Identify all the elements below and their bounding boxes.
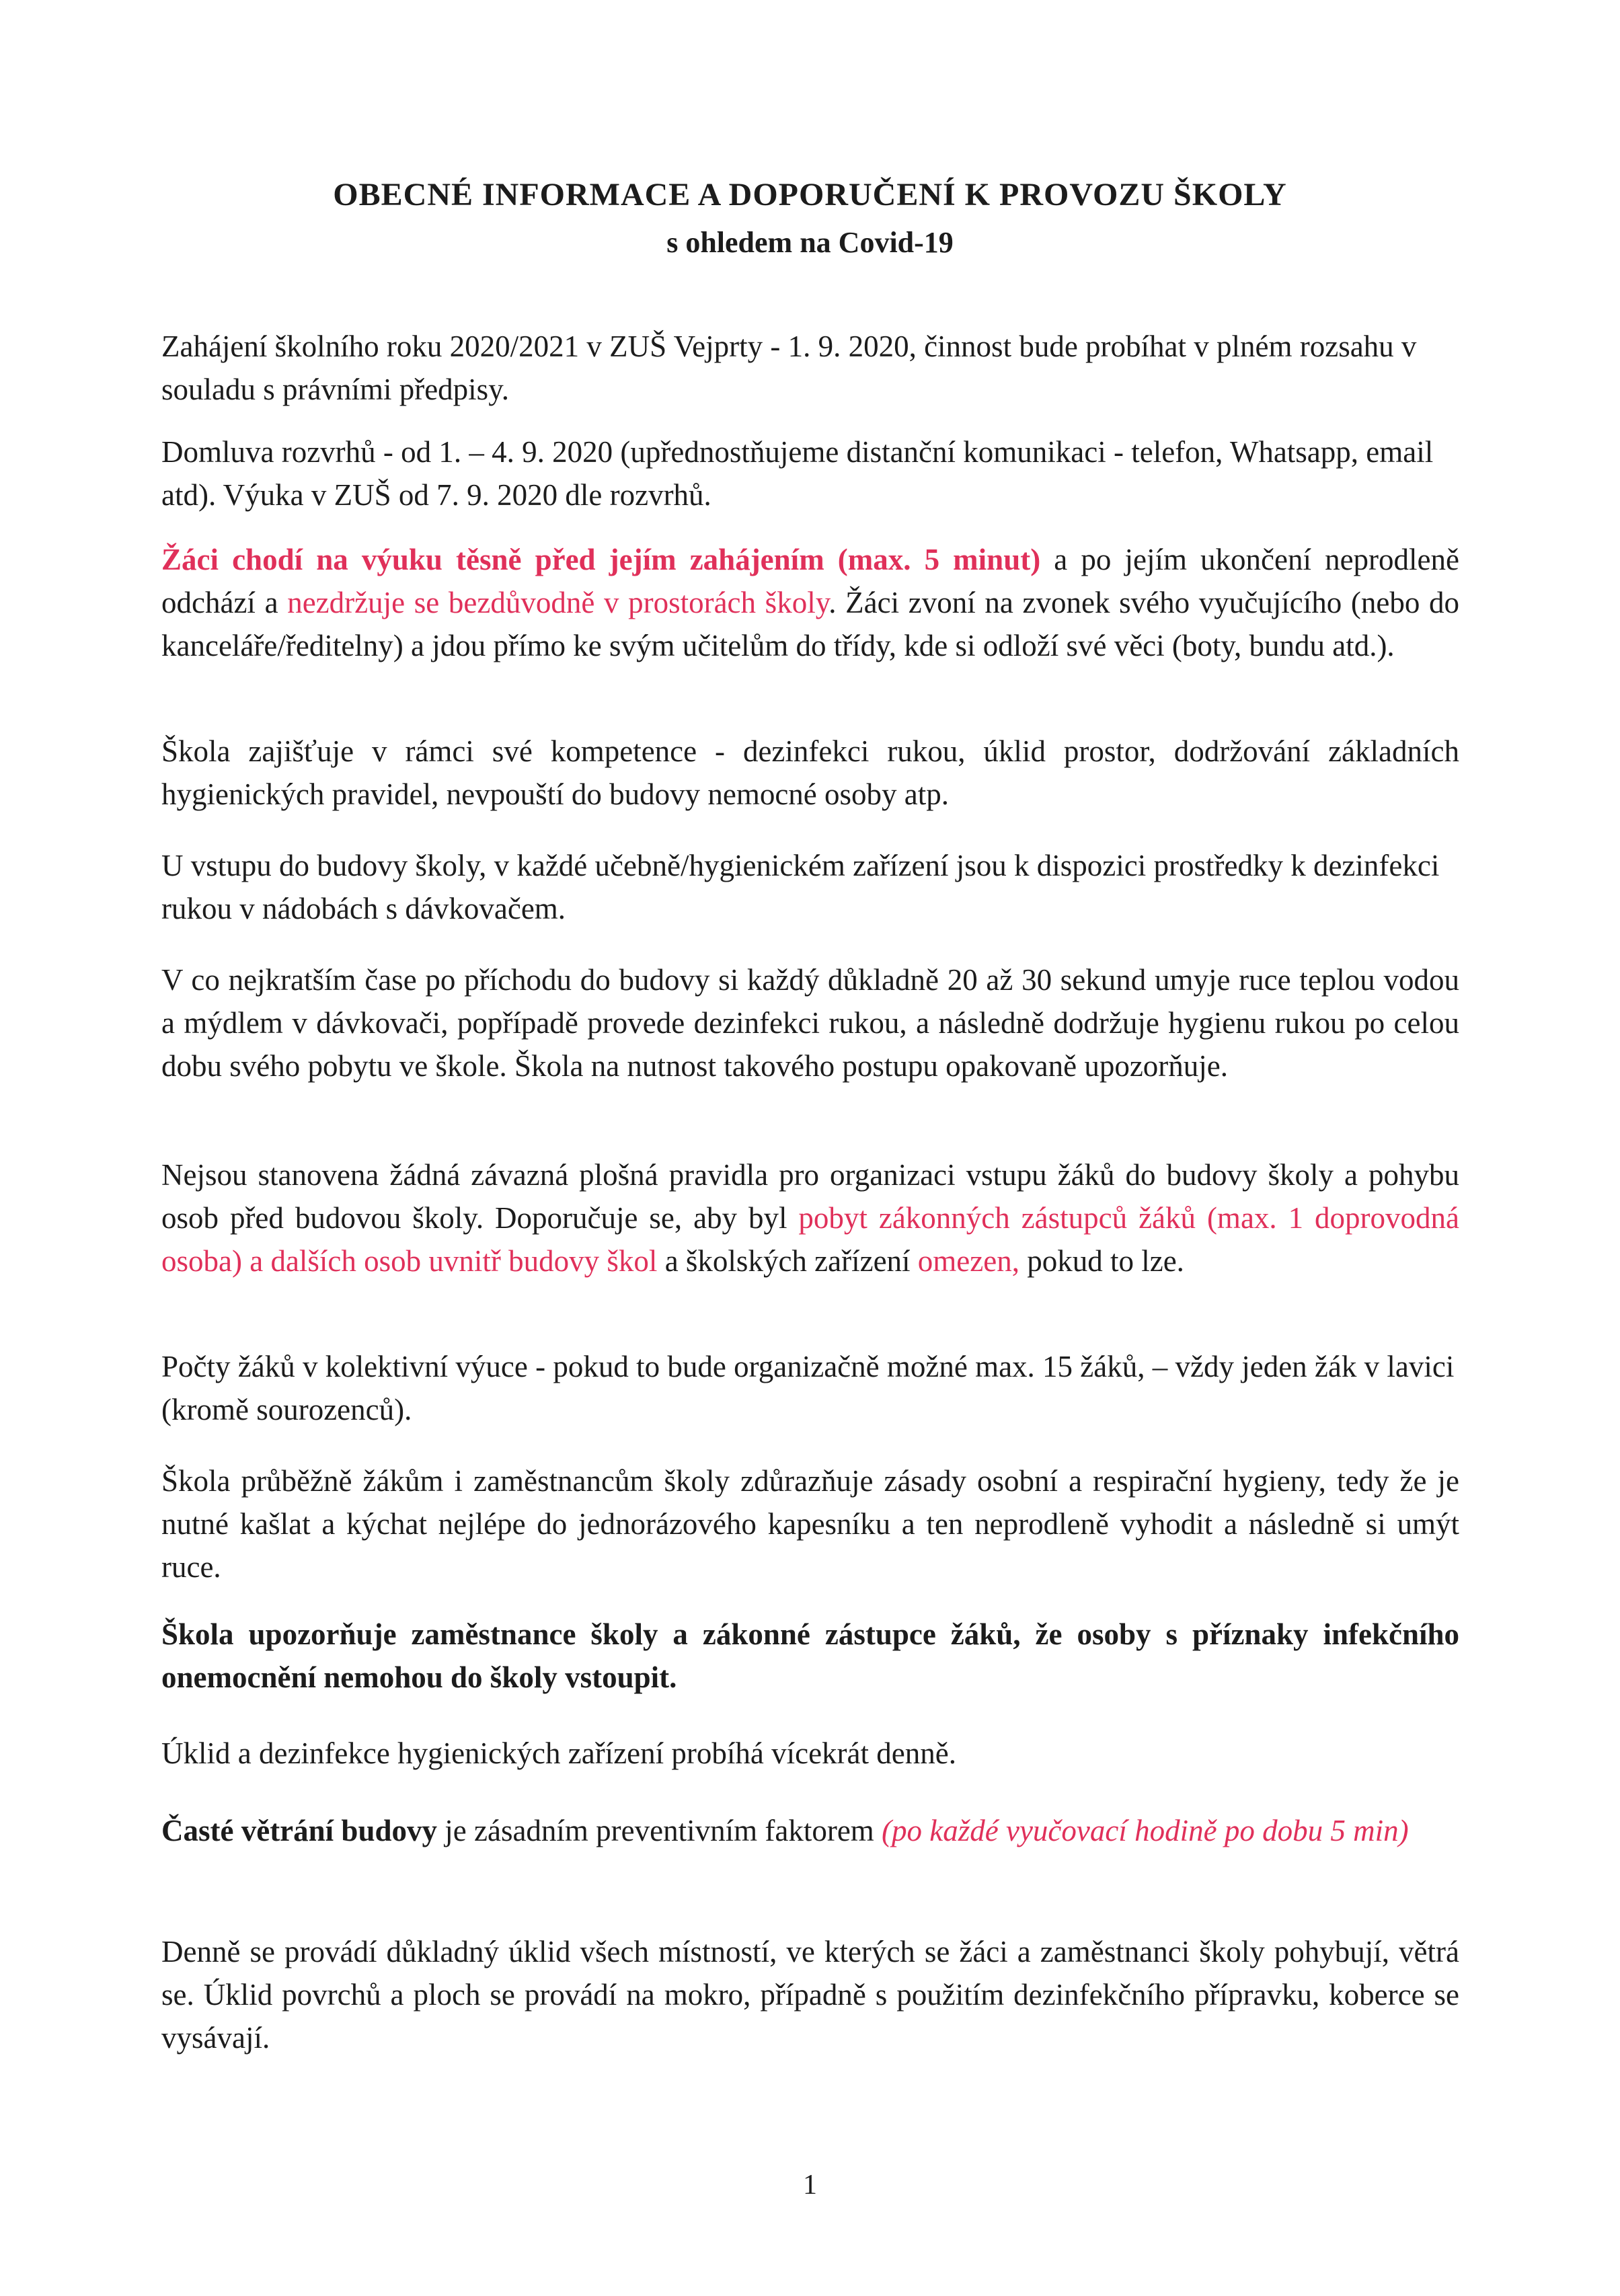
paragraph-class-size: Počty žáků v kolektivní výuce - pokud to bude organizačně možné max. 15 žáků, – vždy jeden žák v lavici (kromě sourozenců). [161, 1350, 1455, 1426]
highlight-no-loitering: nezdržuje se bezdůvodně v prostorách školy [287, 586, 829, 619]
paragraph-text: a po jejím ukončení neprodleně odchází a [161, 543, 1459, 619]
highlight-limited: omezen, [917, 1244, 1019, 1278]
paragraph-disinfection-availability: U vstupu do budovy školy, v každé učebně/hygienickém zařízení jsou k dispozici prostředky k dezinfekci rukou v nádobách s dávkovačem. [161, 849, 1440, 925]
paragraph-text: a školských zařízení [657, 1244, 918, 1278]
paragraph-daily-cleaning: Denně se provádí důkladný úklid všech místností, ve kterých se žáci a zaměstnanci školy pohybují, větrá se. Úklid povrchů a ploch se provádí na mokro, případně s použitím dezinfekčního přípravku, koberce se vysávají. [161, 1935, 1459, 2055]
paragraph-text: Nejsou stanovena žádná závazná plošná pravidla pro organizaci vstupu žáků do budovy školy a pohybu osob před budovou školy. Doporučuje se, aby byl [161, 1158, 1459, 1235]
paragraph-text: . Žáci zvoní na zvonek svého vyučujícího (nebo do kanceláře/ředitelny) a jdou přímo ke svým učitelům do třídy, kde si odloží své věci (boty, bundu atd.). [161, 586, 1459, 662]
page-number: 1 [803, 2170, 817, 2201]
document-subtitle: s ohledem na Covid-19 [666, 226, 954, 259]
paragraph-hand-washing: V co nejkratším čase po příchodu do budovy si každý důkladně 20 až 30 sekund umyje ruce teplou vodou a mýdlem v dávkovači, popřípadě provede dezinfekci rukou, a následně dodržuje hygienu rukou po celou dobu svého pobytu ve škole. Škola na nutnost takového postupu opakovaně upozorňuje. [161, 963, 1459, 1083]
paragraph-arrival-rules [161, 538, 1459, 667]
paragraph-text: je zásadním preventivním faktorem [437, 1814, 882, 1847]
highlight-guardian-presence: pobyt zákonných zástupců žáků (max. 1 doprovodná osoba) a dalších osob uvnitř budovy škol [161, 1201, 1459, 1278]
document-title: OBECNÉ INFORMACE A DOPORUČENÍ K PROVOZU ŠKOLY [333, 177, 1287, 213]
paragraph-schedule: Domluva rozvrhů - od 1. – 4. 9. 2020 (upřednostňujeme distanční komunikaci - telefon, Whatsapp, email atd). Výuka v ZUŠ od 7. 9. 2020 dle rozvrhů. [161, 435, 1434, 512]
paragraph-text: pokud to lze. [1019, 1244, 1184, 1278]
paragraph-ventilation [161, 1809, 1459, 1852]
paragraph-school-duties: Škola zajišťuje v rámci své kompetence - dezinfekci rukou, úklid prostor, dodržování základních hygienických pravidel, nevpouští do budovy nemocné osoby atp. [161, 734, 1459, 811]
paragraph-school-year-start: Zahájení školního roku 2020/2021 v ZUŠ Vejprty - 1. 9. 2020, činnost bude probíhat v plném rozsahu v souladu s právními předpisy. [161, 330, 1417, 406]
paragraph-symptoms-warning: Škola upozorňuje zaměstnance školy a zákonné zástupce žáků, že osoby s příznaky infekčního onemocnění nemohou do školy vstoupit. [161, 1617, 1459, 1694]
paragraph-entry-rules [161, 1153, 1459, 1283]
highlight-ventilation-interval: (po každé vyučovací hodině po dobu 5 min) [882, 1814, 1409, 1847]
paragraph-sanitary-cleaning: Úklid a dezinfekce hygienických zařízení probíhá vícekrát denně. [161, 1736, 956, 1770]
highlight-arrival-time: Žáci chodí na výuku těsně před jejím zahájením (max. 5 minut) [161, 543, 1041, 576]
ventilation-emphasis: Časté větrání budovy [161, 1814, 438, 1847]
paragraph-respiratory-hygiene: Škola průběžně žákům i zaměstnancům školy zdůrazňuje zásady osobní a respirační hygieny, tedy že je nutné kašlat a kýchat nejlépe do jednorázového kapesníku a ten neprodleně vyhodit a následně si umýt ruce. [161, 1464, 1459, 1584]
